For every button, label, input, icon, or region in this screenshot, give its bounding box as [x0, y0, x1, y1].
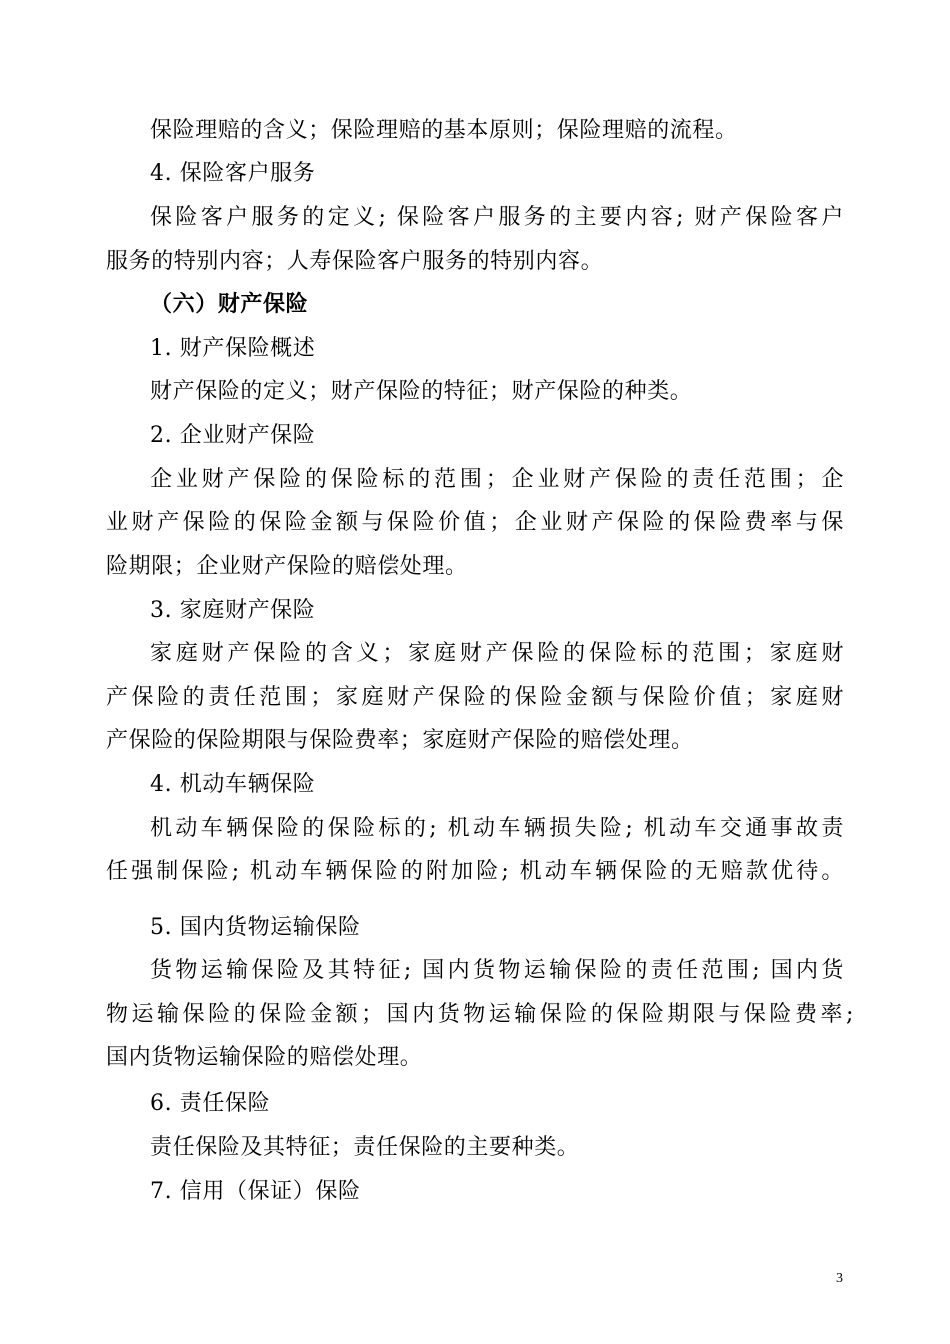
paragraph-line: 物运输保险的保险金额；国内货物运输保险的保险期限与保险费率;: [106, 1002, 854, 1027]
paragraph-line: 保险客户服务的定义; 保险客户服务的主要内容; 财产保险客户: [150, 205, 844, 230]
paragraph-line: 产保险的保险期限与保险费率；家庭财产保险的赔偿处理。: [106, 728, 694, 753]
section-heading: 4. 机动车辆保险: [150, 772, 316, 797]
paragraph-line: 国内货物运输保险的赔偿处理。: [106, 1045, 423, 1070]
paragraph-line: 企业财产保险的保险标的范围；企业财产保险的责任范围；企: [150, 467, 844, 492]
paragraph-line: 货物运输保险及其特征; 国内货物运输保险的责任范围; 国内货: [150, 958, 844, 983]
section-heading: 2. 企业财产保险: [150, 423, 316, 448]
paragraph-line: 产保险的责任范围；家庭财产保险的保险金额与保险价值；家庭财: [106, 685, 844, 710]
paragraph-line: 机动车辆保险的保险标的; 机动车辆损失险; 机动车交通事故责: [150, 816, 844, 841]
paragraph-line: 任强制保险; 机动车辆保险的附加险; 机动车辆保险的无赔款优待。: [106, 859, 844, 884]
paragraph-line: 保险理赔的含义；保险理赔的基本原则；保险理赔的流程。: [150, 118, 738, 143]
section-heading: 5. 国内货物运输保险: [150, 915, 361, 940]
page-number: 3: [836, 1271, 843, 1286]
paragraph-line: 责任保险及其特征；责任保险的主要种类。: [150, 1135, 580, 1160]
section-heading: 4. 保险客户服务: [150, 161, 316, 186]
paragraph-line: 财产保险的定义；财产保险的特征；财产保险的种类。: [150, 379, 693, 404]
paragraph-line: 服务的特别内容；人寿保险客户服务的特别内容。: [106, 249, 604, 274]
section-heading: 7. 信用（保证）保险: [150, 1179, 361, 1204]
paragraph-line: 险期限；企业财产保险的赔偿处理。: [106, 554, 468, 579]
section-heading: 1. 财产保险概述: [150, 336, 316, 361]
paragraph-line: 业财产保险的保险金额与保险价值；企业财产保险的保险费率与保: [106, 510, 844, 535]
paragraph-line: 家庭财产保险的含义；家庭财产保险的保险标的范围；家庭财: [150, 641, 844, 666]
section-heading: 3. 家庭财产保险: [150, 598, 316, 623]
chapter-heading: （六）财产保险: [150, 292, 309, 317]
section-heading: 6. 责任保险: [150, 1091, 271, 1116]
